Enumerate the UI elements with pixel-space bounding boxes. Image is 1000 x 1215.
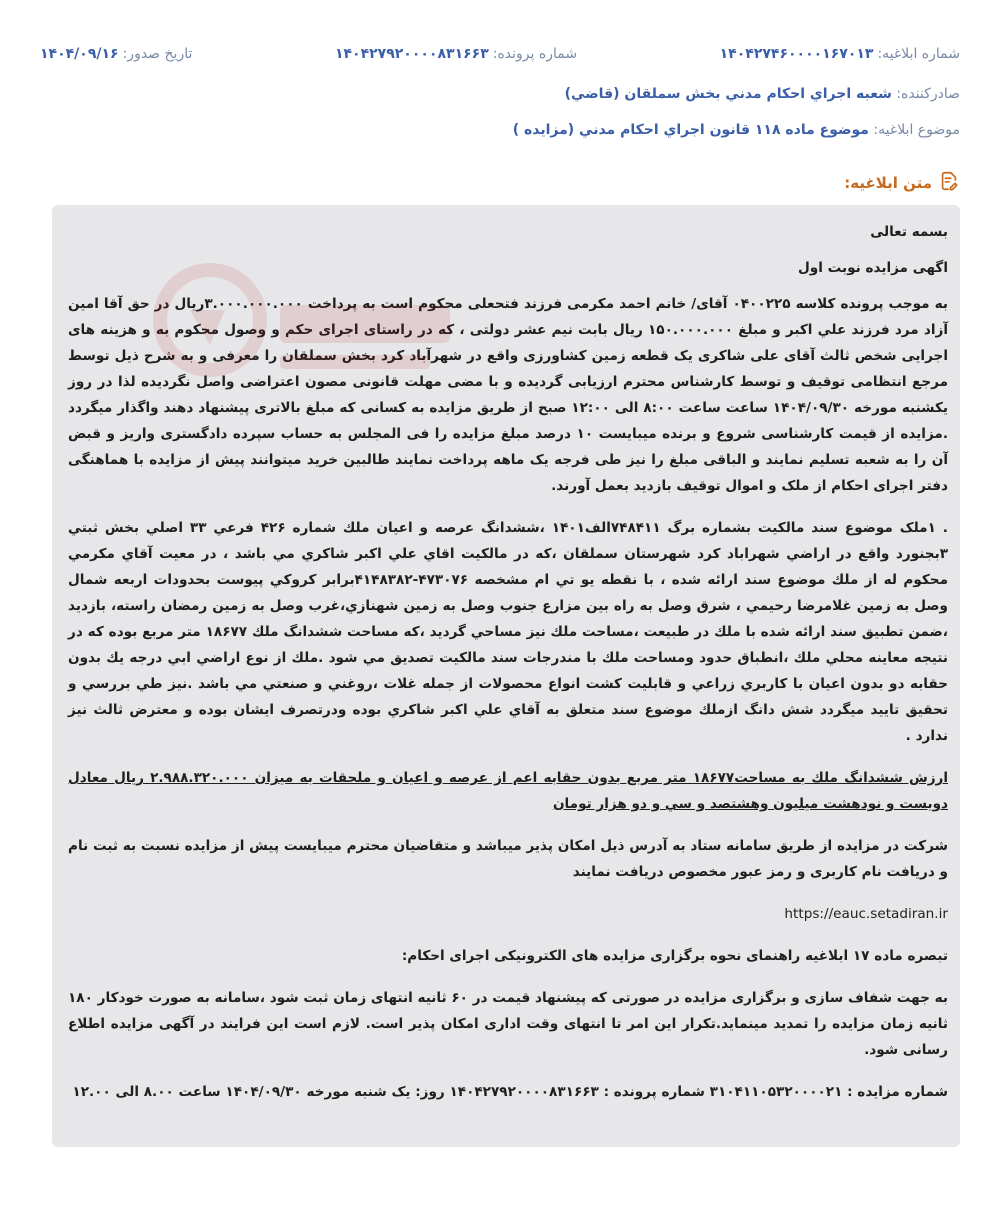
body-valuation: ارزش ششدانگ ملك به مساحت۱۸۶۷۷ متر مربع بدون حقابه اعم از عرصه و اعيان و ملحقات به ميزان ۲.۹۸۸.۳۲۰.۰۰۰ ريال معادل دويست و نودهشت ميليون وهشتصد و سي و دو هزار تومان [68,770,949,812]
notice-text-heading [844,170,960,196]
issue-date-label: تاریخ صدور: [122,46,193,62]
subject-label: موضوع ابلاغیه: [873,122,960,138]
body-auction-title: اگهی مزایده نوبت اول [797,260,948,276]
notice-number [720,46,960,62]
body-bismillah: بسمه تعالی [870,224,948,240]
subject-line [40,122,960,138]
notice-number-label: شماره ابلاغیه: [877,46,960,62]
issue-date-value: ۱۴۰۴/۰۹/۱۶ [40,46,119,62]
body-paragraph-3: شرکت در مزایده از طریق سامانه ستاد به آدرس ذیل امکان پذیر میباشد و متقاضیان محترم میبایست پیش از مزایده نسبت به ثبت نام و دریافت نام کاربری و رمز عبور مخصوص دریافت نمایند [68,838,948,880]
auction-site-link[interactable]: https://eauc.setadiran.ir [784,906,948,922]
body-paragraph-4: به جهت شفاف سازی و برگزاری مزایده در صورتی که پیشنهاد قیمت در ۶۰ ثانیه انتهای زمان ثبت شود ،سامانه به صورت خودکار ۱۸۰ ثانیه زمان مزایده را تمدید مینماید.تکرار این امر تا انتهای وقت اداری امکان پذیر است. لازم است این فرایند در آگهی مزایده اطلاع رسانی شود. [68,990,948,1058]
case-number [335,46,577,62]
notice-number-value: ۱۴۰۴۲۷۴۶۰۰۰۰۱۶۷۰۱۳ [719,46,874,62]
issuer-label: صادرکننده: [896,86,960,102]
issuer-value: شعبه اجراي احكام مدني بخش سملقان (قاضي) [564,86,892,102]
notice-body [52,205,960,1147]
meta-row [40,46,960,62]
case-number-label: شماره پرونده: [492,46,578,62]
subject-value: موضوع ماده ۱۱۸ قانون اجراي احكام مدني (مزايده ) [512,122,869,138]
issuer-line [40,86,960,102]
document-edit-icon [938,170,960,196]
body-paragraph-1: به موجب پرونده کلاسه ۰۴۰۰۲۲۵ آقای/ خانم احمد مکرمی فرزند فتحعلی محکوم است به پرداخت ۳.۰۰۰.۰۰۰.۰۰۰ریال در حق آقا امین آزاد مرد فرزند علي اکبر و مبلغ ۱۵۰.۰۰۰.۰۰۰ ریال بابت نیم عشر دولتی ، که در راستای اجرای حکم و وصول محکوم به و هزینه های اجرایی شخص ثالث آقای علی شاکری یک قطعه زمین کشاورزی واقع در شهرآباد کرد بخش سملقان را معرفی و به شرح ذیل توسط مرجع انتظامی توقیف و توسط کارشناس محترم ارزیابی گردیده و با مضی مهلت قانونی مصون اعتراضی واصل نگردیده لذا در روز یکشنبه مورخه ۱۴۰۴/۰۹/۳۰ ساعت ساعت ۸:۰۰ الی ۱۲:۰۰ صبح از طریق مزایده به کسانی که مبلغ بالاتری پیشنهاد دهند واگذار میگردد .مزایده از قیمت کارشناسی شروع و برنده میبایست ۱۰ درصد مبلغ مزایده را فی المجلس به حساب سپرده دادگستری واریز و قبض آن را به شعبه تسلیم نمایند و الباقی مبلغ را نیز طی فرجه یک ماهه پرداخت نمایند طالبین خرید میتوانند پیش از مزایده با هماهنگی دفتر اجرای احکام از ملک و اموال توقیف بازدید بعمل آورند. [68,296,949,494]
issue-date [40,46,192,62]
body-note-heading: تبصره ماده ۱۷ ابلاغیه راهنمای نحوه برگزاری مزایده های الکترونیکی اجرای احکام: [401,948,948,964]
case-number-value: ۱۴۰۴۲۷۹۲۰۰۰۰۸۳۱۶۶۳ [334,46,489,62]
body-auction-details: شماره مزایده : ۳۱۰۴۱۱۰۵۳۲۰۰۰۰۲۱ شماره پرونده : ۱۴۰۴۲۷۹۲۰۰۰۰۸۳۱۶۶۳ روز: یک شنبه مورخه ۱۴۰۴/۰۹/۳۰ ساعت ۸.۰۰ الی ۱۲.۰۰ [72,1084,948,1100]
notice-text-title: متن ابلاغیه: [844,174,932,192]
body-paragraph-2: . ۱ملک موضوع سند مالكيت بشماره برگ ۷۴۸۴۱۱الف۱۴۰۱ ،ششدانگ عرصه و اعيان ملك شماره ۴۲۶ فرعي ۳۳ اصلي بخش ثبتي ۳بجنورد واقع در اراضي شهراباد كرد شهرستان سملقان ،كه در مالكيت اقاي علي اكبر شاكري مي باشد ، در معيت آقاي مكرمي محكوم له از ملك موضوع سند ارائه شده ، با نقطه يو تي ام مشخصه ۴۷۳۰۷۶-۴۱۴۸۳۸۲برابر كروكي پيوست بحدودات اربعه شمال وصل به زمين غلامرضا رحيمي ، شرق وصل به راه بين مزارع جنوب وصل به زمين شهنازي،غرب وصل به زمين رمضان راسته، بازديد ،ضمن تطبيق سند ارائه شده با ملك در طبيعت ،مساحت ملك نيز مساحي گرديد ،كه مساحت ششدانگ ملك ۱۸۶۷۷ متر مربع بوده كه در نتيجه معاينه محلي ملك ،انطباق حدود ومساحت ملك با مندرجات سند مالكيت تصديق مي شود .ملك از نوع اراضي ابي درجه يك بدون حقابه دو بدون اعيان با كاربري زراعي و قابليت كشت انواع محصولات از جمله غلات ،روغني و صنعتي مي باشد .نيز طي بررسي و تحقيق تاييد ميگردد شش دانگ ازملك موضوع سند متعلق به آقاي علي اكبر شاكري بوده ودرتصرف ايشان بوده و معترض ثالث نيز ندارد . [68,520,948,744]
